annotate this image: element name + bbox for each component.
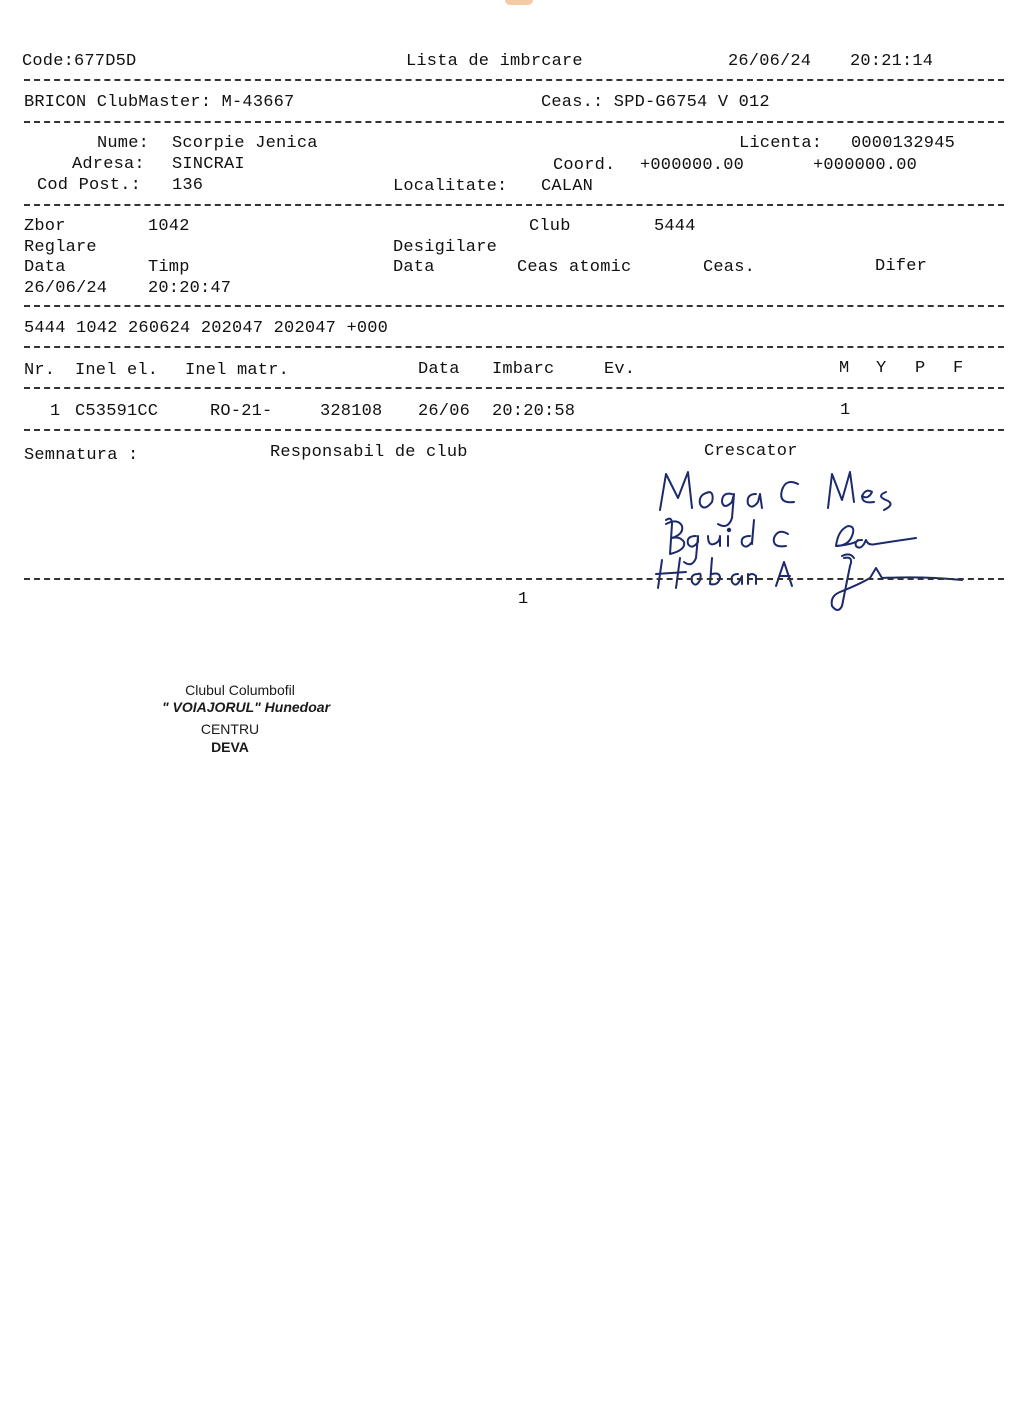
col-f: F [953,359,964,378]
coord-label: Coord. [553,156,616,175]
clubmaster-id: BRICON ClubMaster: M-43667 [24,93,295,112]
header-date: 26/06/24 [728,52,812,71]
difer-label: Difer [875,257,928,276]
document-title: Lista de imbrcare [406,52,583,71]
divider [24,387,1004,389]
desigilare-data-label: Data [393,258,435,277]
header-time: 20:21:14 [850,52,934,71]
col-y: Y [876,359,887,378]
coord-y: +000000.00 [813,156,918,175]
code-label: Code:677D5D [22,52,137,71]
row-imbarc: 20:20:58 [492,402,576,421]
ceas-atomic-label: Ceas atomic [517,258,632,277]
stamp-line-3: CENTRU [200,721,260,737]
reglare-time: 20:20:47 [148,279,232,298]
coord-x: +000000.00 [640,156,745,175]
paper-clip-mark [505,0,533,5]
stamp-line-2: " VOIAJORUL" Hunedoar [161,699,331,715]
col-m: M [839,359,850,378]
stamp-line-1: Clubul Columbofil [185,682,295,698]
stamp-line-4: DEVA [211,739,249,755]
desigilare-label: Desigilare [393,238,498,257]
reglare-data-label: Data [24,258,66,277]
divider [24,346,1004,348]
col-nr: Nr. [24,361,56,380]
codpost-label: Cod Post.: [37,176,142,195]
adresa-value: SINCRAI [172,155,245,174]
adresa-label: Adresa: [72,155,145,174]
col-imbarc: Imbarc [492,360,555,379]
localitate-value: CALAN [541,177,594,196]
flight-code-line: 5444 1042 260624 202047 202047 +000 [24,319,389,338]
divider [24,429,1004,431]
zbor-label: Zbor [24,217,66,236]
row-inel-matr-prefix: RO-21- [210,402,273,421]
col-p: P [915,359,926,378]
col-inel-el: Inel el. [75,361,159,380]
row-data: 26/06 [418,402,471,421]
row-m: 1 [840,401,851,420]
responsabil-label: Responsabil de club [270,443,468,462]
clock-id: Ceas.: SPD-G6754 V 012 [541,93,770,112]
localitate-label: Localitate: [393,177,508,196]
page-number: 1 [518,590,529,609]
row-inel-matr-num: 328108 [320,402,383,421]
divider [24,79,1004,81]
codpost-value: 136 [172,176,204,195]
reglare-label: Reglare [24,238,97,257]
divider [24,204,1004,206]
reglare-date: 26/06/24 [24,279,108,298]
divider [24,121,1004,123]
row-inel-el: C53591CC [75,402,159,421]
licenta-value: 0000132945 [851,134,956,153]
ceas-label: Ceas. [703,258,756,277]
club-label: Club [529,217,571,236]
semnatura-label: Semnatura : [24,446,139,465]
col-ev: Ev. [604,360,636,379]
club-value: 5444 [654,217,696,236]
zbor-value: 1042 [148,217,190,236]
divider [24,578,1004,580]
col-data: Data [418,360,460,379]
crescator-label: Crescator [704,442,798,461]
handwritten-signatures [640,462,980,622]
reglare-timp-label: Timp [148,258,190,277]
row-nr: 1 [50,402,61,421]
nume-label: Nume: [97,134,150,153]
col-inel-matr: Inel matr. [185,361,290,380]
licenta-label: Licenta: [739,134,823,153]
owner-name: Scorpie Jenica [172,134,318,153]
divider [24,305,1004,307]
